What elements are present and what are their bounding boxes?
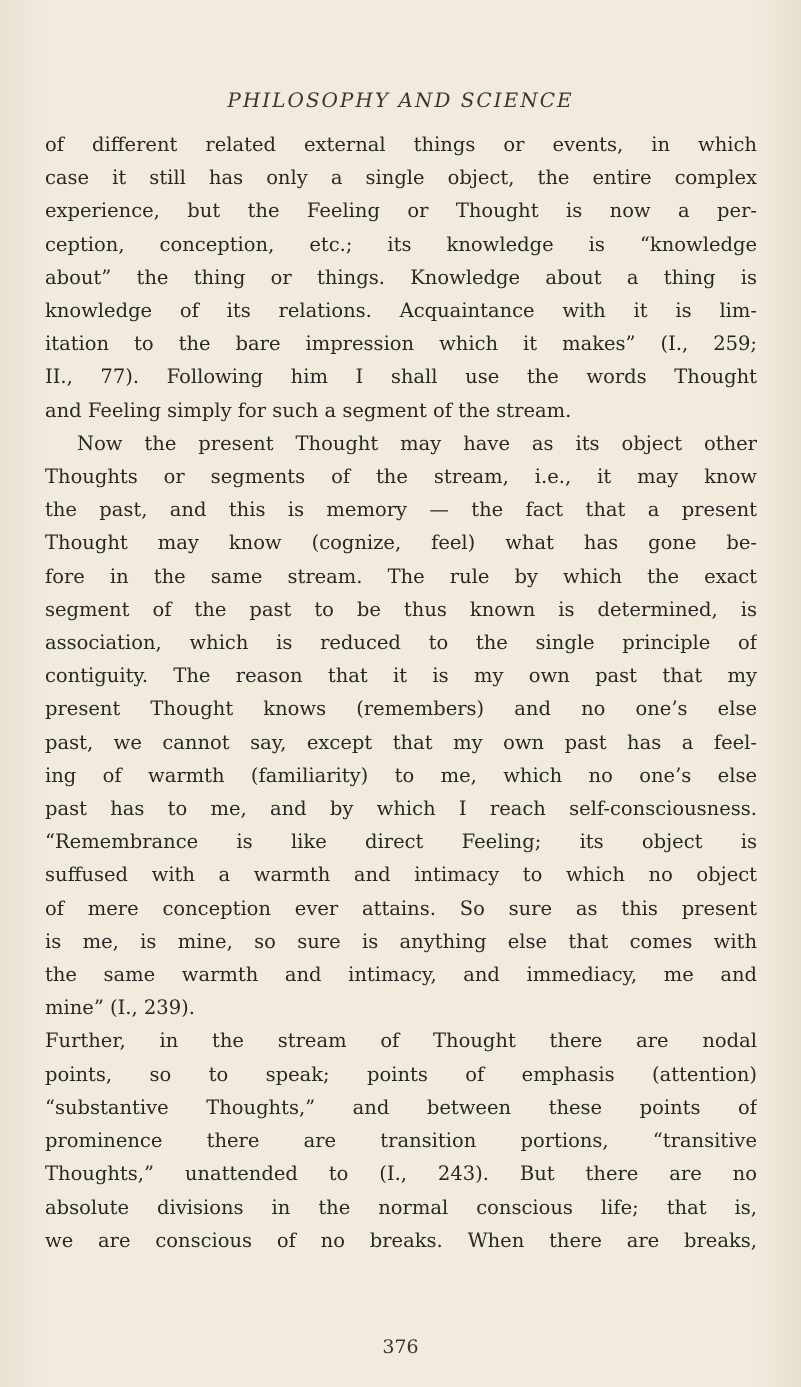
text-line: mine” (I., 239). [45, 996, 195, 1020]
text-line: and Feeling simply for such a segment of the stream. [45, 398, 572, 422]
text-line: case it still has only a single object, the entire complex [45, 166, 757, 190]
text-line: Thoughts or segments of the stream, i.e., it may know [45, 465, 757, 489]
text-line: contiguity. The reason that it is my own past that my [45, 664, 757, 688]
text-line: “substantive Thoughts,” and between these points of [45, 1095, 757, 1119]
text-line: fore in the same stream. The rule by which the exact [45, 564, 757, 588]
text-line: is me, is mine, so sure is anything else that comes with [45, 929, 757, 953]
text-line: the same warmth and intimacy, and immediacy, me and [45, 963, 757, 987]
text-line: present Thought knows (remembers) and no one’s else [45, 697, 757, 721]
text-line: we are conscious of no breaks. When there are breaks, [45, 1228, 757, 1252]
text-line: about” the thing or things. Knowledge about a thing is [45, 265, 757, 289]
text-line: segment of the past to be thus known is determined, is [45, 597, 757, 621]
text-line: ception, conception, etc.; its knowledge is “knowledge [45, 232, 757, 256]
text-line: the past, and this is memory — the fact that a present [45, 498, 757, 522]
body-text [45, 128, 757, 1257]
text-line: II., 77). Following him I shall use the words Thought [45, 365, 757, 389]
text-line: Thoughts,” unattended to (I., 243). But there are no [45, 1162, 757, 1186]
text-line: prominence there are transition portions, “transitive [45, 1129, 757, 1153]
text-line: Further, in the stream of Thought there are nodal [45, 1029, 757, 1053]
text-line: “Remembrance is like direct Feeling; its object is [45, 830, 757, 854]
text-line: past, we cannot say, except that my own past has a feel- [45, 730, 757, 754]
text-line: of different related external things or events, in which [45, 133, 757, 156]
running-head: PHILOSOPHY AND SCIENCE [227, 88, 574, 112]
text-line: Thought may know (cognize, feel) what has gone be- [45, 531, 757, 555]
text-line: past has to me, and by which I reach self-consciousness. [45, 797, 757, 821]
text-line: experience, but the Feeling or Thought is now a per- [45, 199, 757, 223]
text-line: Now the present Thought may have as its object other [77, 431, 757, 455]
text-line: of mere conception ever attains. So sure as this present [45, 896, 757, 920]
text-line: itation to the bare impression which it makes” (I., 259; [45, 332, 757, 356]
text-line: suffused with a warmth and intimacy to which no object [45, 863, 757, 887]
text-line: association, which is reduced to the single principle of [45, 631, 757, 655]
text-line: knowledge of its relations. Acquaintance with it is lim- [45, 299, 757, 323]
page-number: 376 [382, 1336, 419, 1358]
text-line: ing of warmth (familiarity) to me, which no one’s else [45, 763, 757, 787]
text-line: points, so to speak; points of emphasis (attention) [45, 1062, 757, 1086]
text-line: absolute divisions in the normal conscious life; that is, [45, 1195, 757, 1219]
